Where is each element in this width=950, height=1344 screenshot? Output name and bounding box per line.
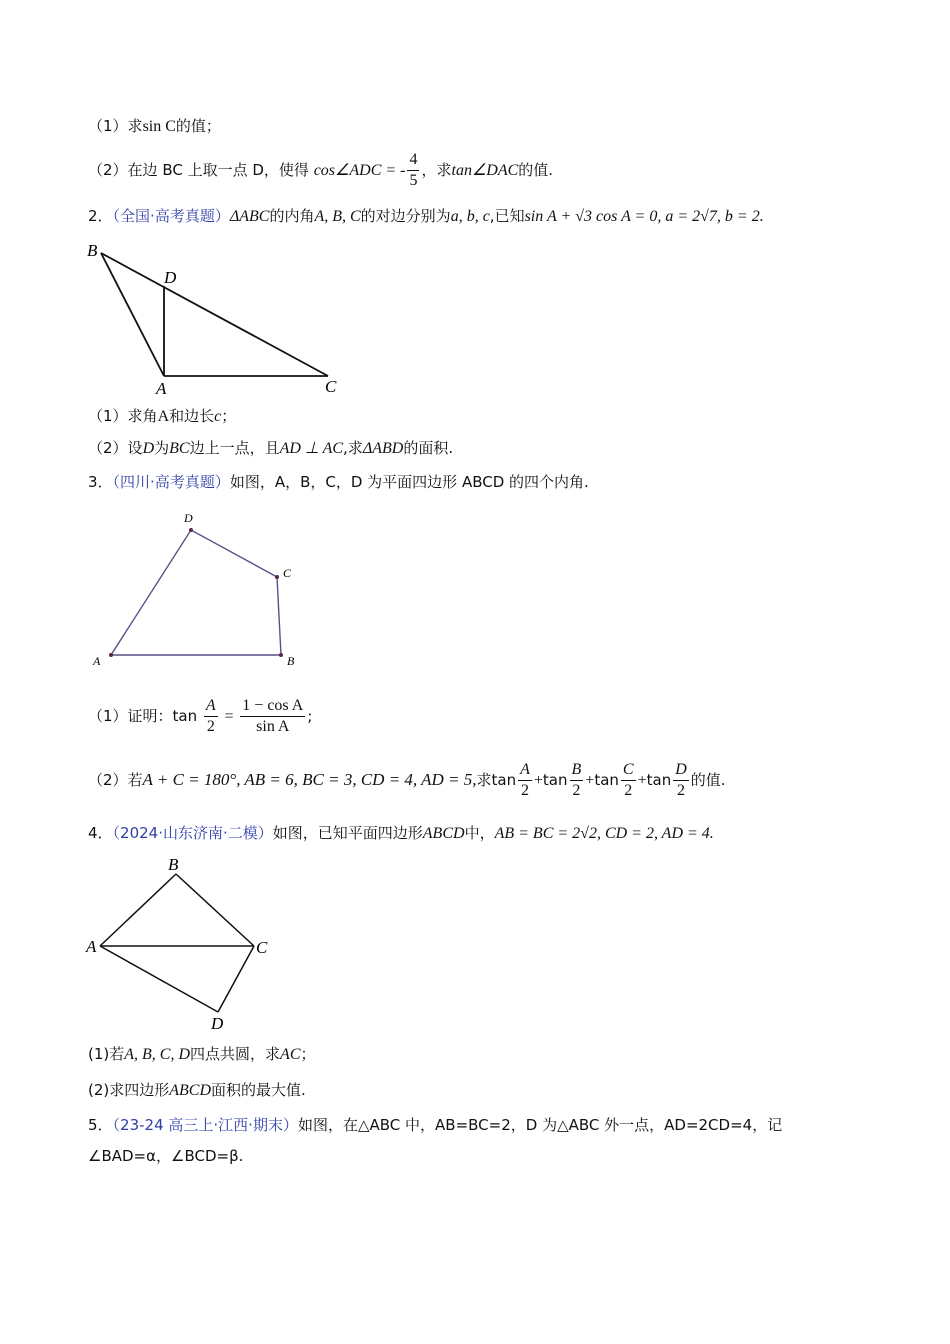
q2-label-a: A <box>156 379 167 398</box>
q3-part2: （2）若A + C = 180°, AB = 6, BC = 3, CD = 4, AD = 5,求tan $\frac{A}{2}$ +tan $\frac{B}{2}$ +tan $\frac{C}{2}$ +tan $\frac{D}{2}$ 的值. <box>88 761 726 799</box>
q2-part1: （1）求角A和边长c； <box>88 407 237 425</box>
q5-stem-line2: ∠BAD=α，∠BCD=β. <box>88 1147 244 1165</box>
q4-part2: (2)求四边形ABCD面积的最大值. <box>88 1081 306 1099</box>
q4-part1: (1)若A, B, C, D四点共圆，求AC； <box>88 1045 316 1063</box>
q2-figure <box>80 235 360 400</box>
q4-label-b: B <box>168 855 179 874</box>
q4-label-c: C <box>256 938 268 957</box>
q4-label-a: A <box>86 937 97 956</box>
q4-stem: 4．（2024·山东济南·二模）如图，已知平面四边形ABCD中，AB = BC = 2√2, CD = 2, AD = 4. <box>88 824 714 842</box>
q5-source: （23-24 高三上·江西·期末） <box>112 1116 298 1134</box>
q3-figure <box>85 505 305 675</box>
q3-source: （四川·高考真题） <box>112 473 230 491</box>
q3-stem: 3．（四川·高考真题）如图，A，B，C，D 为平面四边形 ABCD 的四个内角. <box>88 473 589 491</box>
q3-label-a: A <box>93 654 101 668</box>
q3-part1: （1）证明：tan $\frac{A}{2}$ = $\frac{\text{1 − cos A}}{\text{sin A}}$ ; <box>88 697 313 735</box>
q4-figure <box>80 850 290 1035</box>
q3-label-c: C <box>283 566 292 580</box>
q4-source: （2024·山东济南·二模） <box>112 824 273 842</box>
fraction-4-5: $\frac{4}{5}$ <box>409 151 418 189</box>
q2-stem: 2．（全国·高考真题）ΔABC的内角A, B, C的对边分别为a, b, c,已知sin A + √3 cos A = 0, a = 2√7, b = 2. <box>88 207 764 225</box>
q3-label-d: D <box>184 511 193 525</box>
q3-label-b: B <box>287 654 295 668</box>
q2-label-c: C <box>325 377 337 396</box>
q5-stem-line1: 5．（23-24 高三上·江西·期末）如图，在△ABC 中，AB=BC=2，D 为△ABC 外一点，AD=2CD=4，记 <box>88 1116 783 1134</box>
q2-source: （全国·高考真题） <box>112 207 230 225</box>
q1-part2: （2）在边 BC 上取一点 D，使得 cos∠ADC = - $\frac{4}{5}$ ，求tan∠DAC的值. <box>88 151 554 189</box>
q2-label-b: B <box>87 241 98 260</box>
q2-label-d: D <box>164 268 177 287</box>
q1-part1: （1）求sin C的值； <box>88 117 221 135</box>
q2-part2: （2）设D为BC边上一点，且AD ⊥ AC,求ΔABD的面积. <box>88 439 454 457</box>
q4-label-d: D <box>211 1014 224 1033</box>
